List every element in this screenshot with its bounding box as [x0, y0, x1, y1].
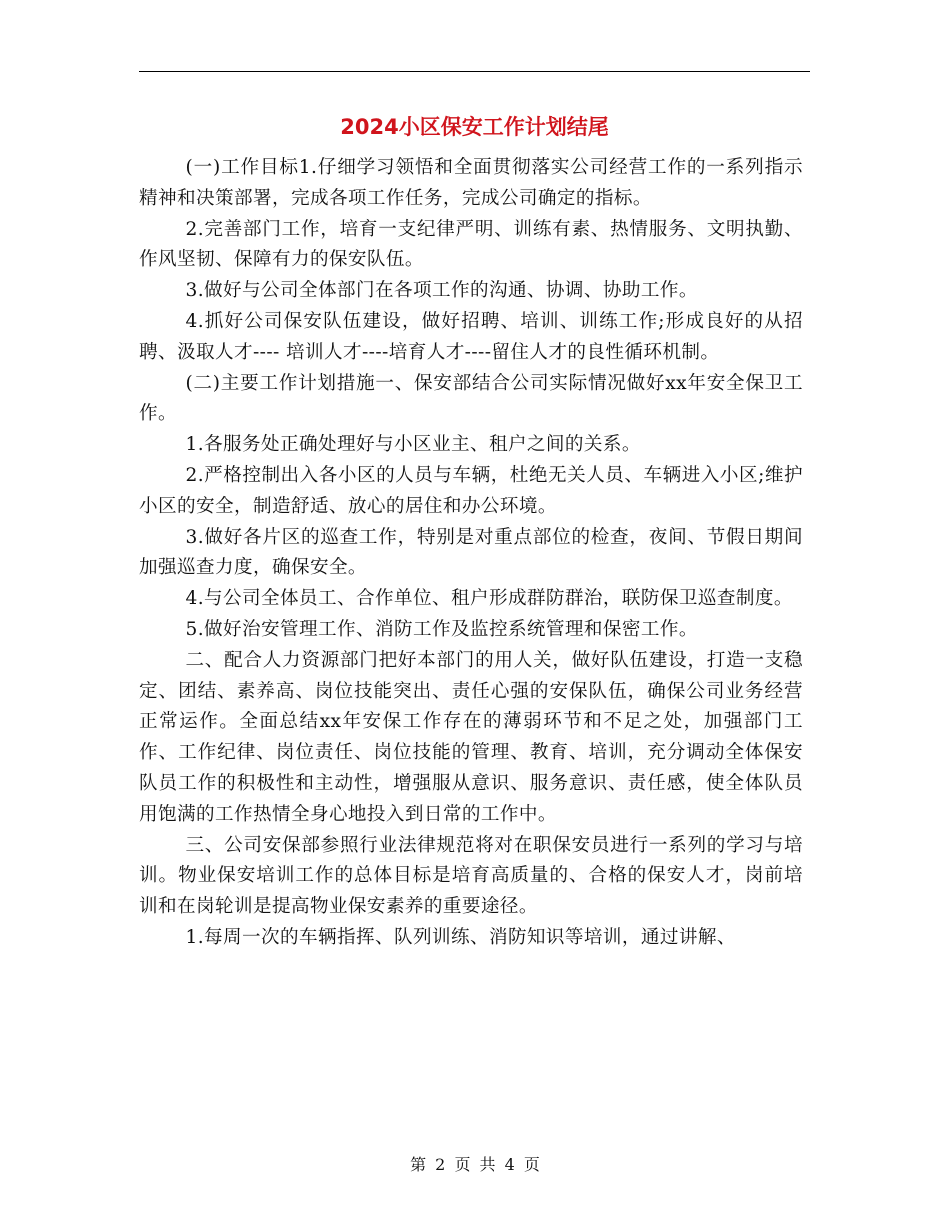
document-title: 2024小区保安工作计划结尾 [340, 115, 609, 139]
header-rule [139, 71, 810, 72]
paragraph: 1.每周一次的车辆指挥、队列训练、消防知识等培训，通过讲解、 [185, 926, 736, 948]
page-footer: 第 2 页 共 4 页 [410, 1155, 540, 1174]
paragraph: (一)工作目标1.仔细学习领悟和全面贯彻落实公司经营工作的一系列指示精神和决策部署，完成各项工作任务，完成公司确定的指标。 [139, 157, 803, 209]
paragraph: 2.严格控制出入各小区的人员与车辆，杜绝无关人员、车辆进入小区;维护小区的安全，制造舒适、放心的居住和办公环境。 [139, 464, 803, 517]
paragraph: 3.做好与公司全体部门在各项工作的沟通、协调、协助工作。 [185, 280, 698, 302]
paragraph: 二、配合人力资源部门把好本部门的用人关，做好队伍建设，打造一支稳定、团结、素养高、岗位技能突出、责任心强的安保队伍，确保公司业务经营正常运作。全面总结xx年安保工作存在的薄弱环节和不足之处，加强部门工作、工作纪律、岗位责任、岗位技能的管理、教育、培训，充分调动全体保安队员工作的积极性和主动性，增强服从意识、服务意识、责任感，使全体队员用饱满的工作热情全身心地投入到日常的工作中。 [139, 649, 803, 825]
paragraph: (二)主要工作计划措施一、保安部结合公司实际情况做好xx年安全保卫工作。 [139, 372, 803, 425]
paragraph: 三、公司安保部参照行业法律规范将对在职保安员进行一系列的学习与培训。物业保安培训工作的总体目标是培育高质量的、合格的保安人才，岗前培训和在岗轮训是提高物业保安素养的重要途径。 [139, 834, 803, 918]
paragraph: 4.抓好公司保安队伍建设，做好招聘、培训、训练工作;形成良好的从招聘、汲取人才---- 培训人才----培育人才----留住人才的良性循环机制。 [139, 310, 803, 363]
paragraph: 1.各服务处正确处理好与小区业主、租户之间的关系。 [185, 434, 641, 456]
document-body [139, 153, 803, 954]
paragraph: 5.做好治安管理工作、消防工作及监控系统管理和保密工作。 [185, 618, 698, 640]
paragraph: 2.完善部门工作，培育一支纪律严明、训练有素、热情服务、文明执勤、作风坚韧、保障有力的保安队伍。 [139, 218, 803, 271]
paragraph: 4.与公司全体员工、合作单位、租户形成群防群治，联防保卫巡查制度。 [185, 588, 793, 610]
paragraph: 3.做好各片区的巡查工作，特别是对重点部位的检查，夜间、节假日期间加强巡查力度，确保安全。 [139, 526, 803, 579]
